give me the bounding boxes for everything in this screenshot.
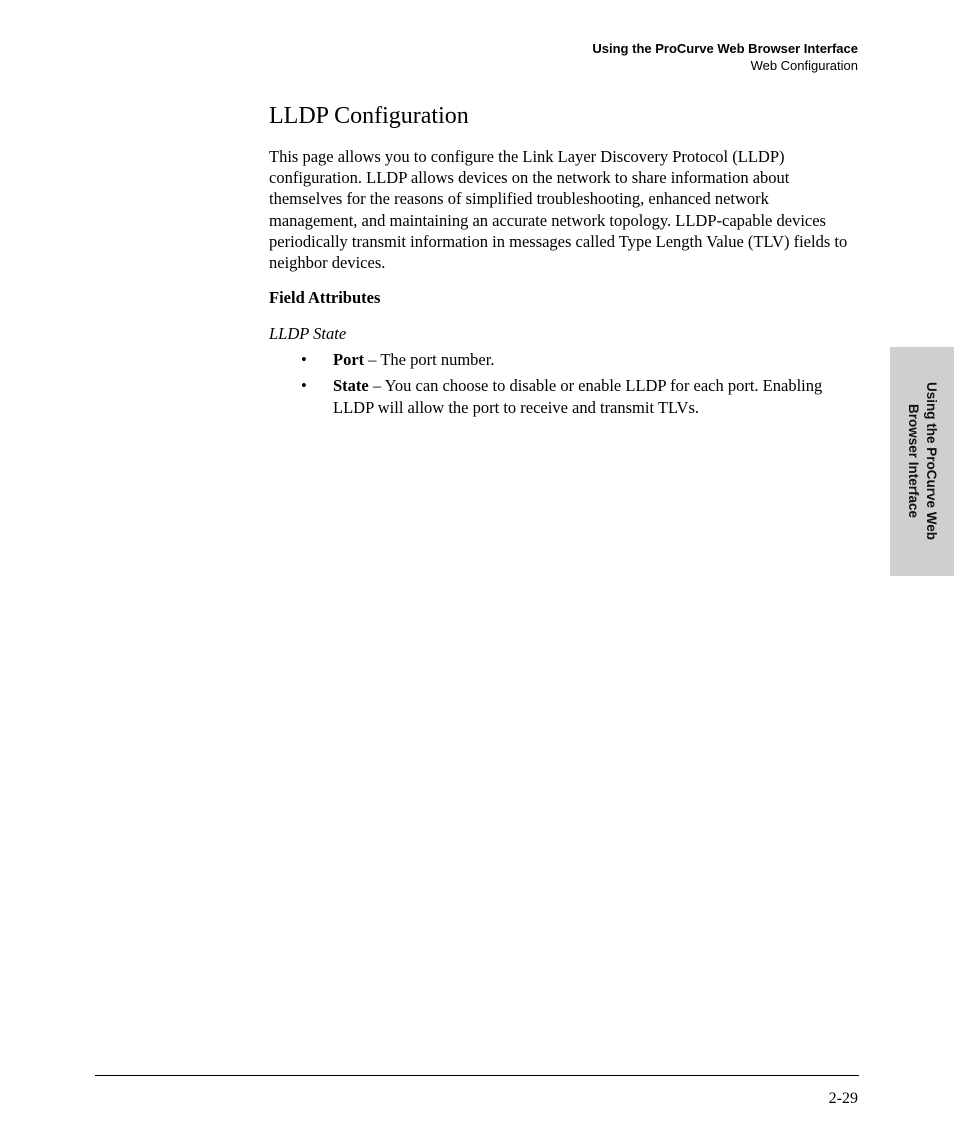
lldp-state-subheading: LLDP State (269, 324, 347, 344)
side-tab-line-2: Browser Interface (906, 403, 921, 519)
list-item-state (269, 375, 859, 417)
chapter-side-tab (890, 347, 954, 576)
chapter-title: Using the ProCurve Web Browser Interface (592, 41, 858, 56)
running-header (592, 40, 858, 74)
bullet-icon: • (301, 350, 307, 370)
footer-divider (95, 1075, 859, 1076)
list-item-port (269, 349, 859, 370)
attribute-list (269, 349, 859, 418)
page-title: LLDP Configuration (269, 103, 469, 129)
field-attributes-heading: Field Attributes (269, 288, 381, 308)
description-port: – The port number. (364, 350, 495, 370)
term-state: State (333, 376, 369, 396)
side-tab-line-1: Using the ProCurve Web (924, 381, 939, 541)
section-title-header: Web Configuration (750, 58, 858, 73)
intro-paragraph: This page allows you to configure the Link Layer Discovery Protocol (LLDP) configuration. LLDP allows devices on the network to share information about themselves for the reasons of simplified troubleshooting, enhanced network management, and maintaining an accurate network topology. LLDP-capable devices periodically transmit information in messages called Type Length Value (TLV) fields to neighbor devices. (269, 147, 848, 273)
page-number: 2-29 (828, 1090, 858, 1107)
side-tab-label (904, 347, 940, 576)
page-content (269, 100, 859, 423)
bullet-icon: • (301, 376, 307, 396)
description-state: – You can choose to disable or enable LLDP for each port. Enabling LLDP will allow the port to receive and transmit TLVs. (333, 376, 823, 417)
term-port: Port (333, 350, 365, 370)
